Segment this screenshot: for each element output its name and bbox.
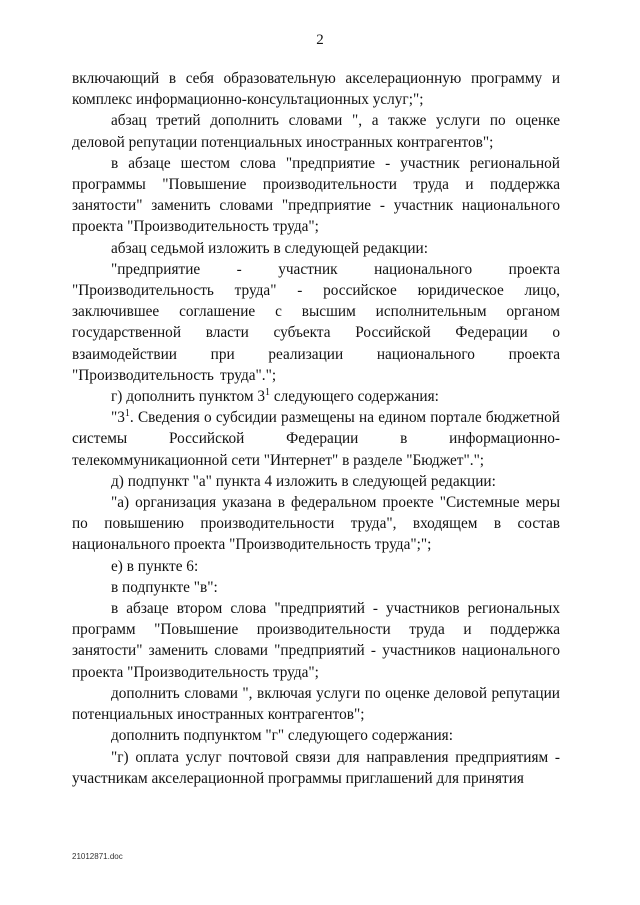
paragraph: включающий в себя образовательную акселерационную программу и комплекс информационно-консультационных услуг;";	[72, 70, 560, 109]
paragraph-text: "3	[111, 409, 125, 427]
paragraph-text: . Сведения о субсидии размещены на едином портале бюджетной системы Российской Федерации в информационно-телекоммуникационной сети "Интернет" в разделе "Бюджет".";	[72, 409, 560, 469]
paragraph: в абзаце втором слова "предприятий - участников региональных программ "Повышение производительности труда и поддержка занятости" заменить словами "предприятий - участников национального проекта "Производительность труда";	[72, 600, 560, 681]
paragraph: абзац седьмой изложить в следующей редакции:	[111, 239, 428, 257]
superscript: 1	[265, 387, 270, 399]
page-number: 2	[316, 32, 324, 48]
paragraph-text: следующего содержания:	[270, 388, 439, 406]
paragraph: "предприятие - участник национального проекта "Производительность труда" - российское юридическое лицо, заключившее соглашение с высшим исполнительным органом государственной власти субъекта Российской Федерации о взаимодействии при реализации национального проекта "Производительность труда".";	[72, 260, 560, 384]
paragraph	[72, 407, 560, 471]
document-filename: 21012871.doc	[72, 852, 123, 861]
paragraph: абзац третий дополнить словами ", а также услуги по оценке деловой репутации потенциальных иностранных контрагентов";	[72, 112, 560, 151]
paragraph: е) в пункте 6:	[111, 557, 199, 575]
document-body	[72, 68, 560, 789]
paragraph: д) подпункт "а" пункта 4 изложить в следующей редакции:	[111, 472, 496, 490]
paragraph: "а) организация указана в федеральном проекте "Системные меры по повышению производительности труда", входящем в состав национального проекта "Производительность труда";";	[72, 494, 560, 554]
paragraph: в абзаце шестом слова "предприятие - участник региональной программы "Повышение производительности труда и поддержка занятости" заменить словами "предприятие - участник национального проекта "Производительность труда";	[72, 154, 560, 236]
paragraph: в подпункте "в":	[111, 578, 218, 596]
paragraph: дополнить подпунктом "г" следующего содержания:	[111, 727, 453, 745]
paragraph: дополнить словами ", включая услуги по оценке деловой репутации потенциальных иностранных контрагентов";	[72, 684, 560, 724]
paragraph: "г) оплата услуг почтовой связи для направления предприятиям - участникам акселерационной программы приглашений для принятия	[72, 748, 560, 787]
paragraph	[72, 386, 560, 407]
superscript: 1	[124, 408, 130, 420]
paragraph-text: г) дополнить пунктом 3	[111, 388, 265, 406]
